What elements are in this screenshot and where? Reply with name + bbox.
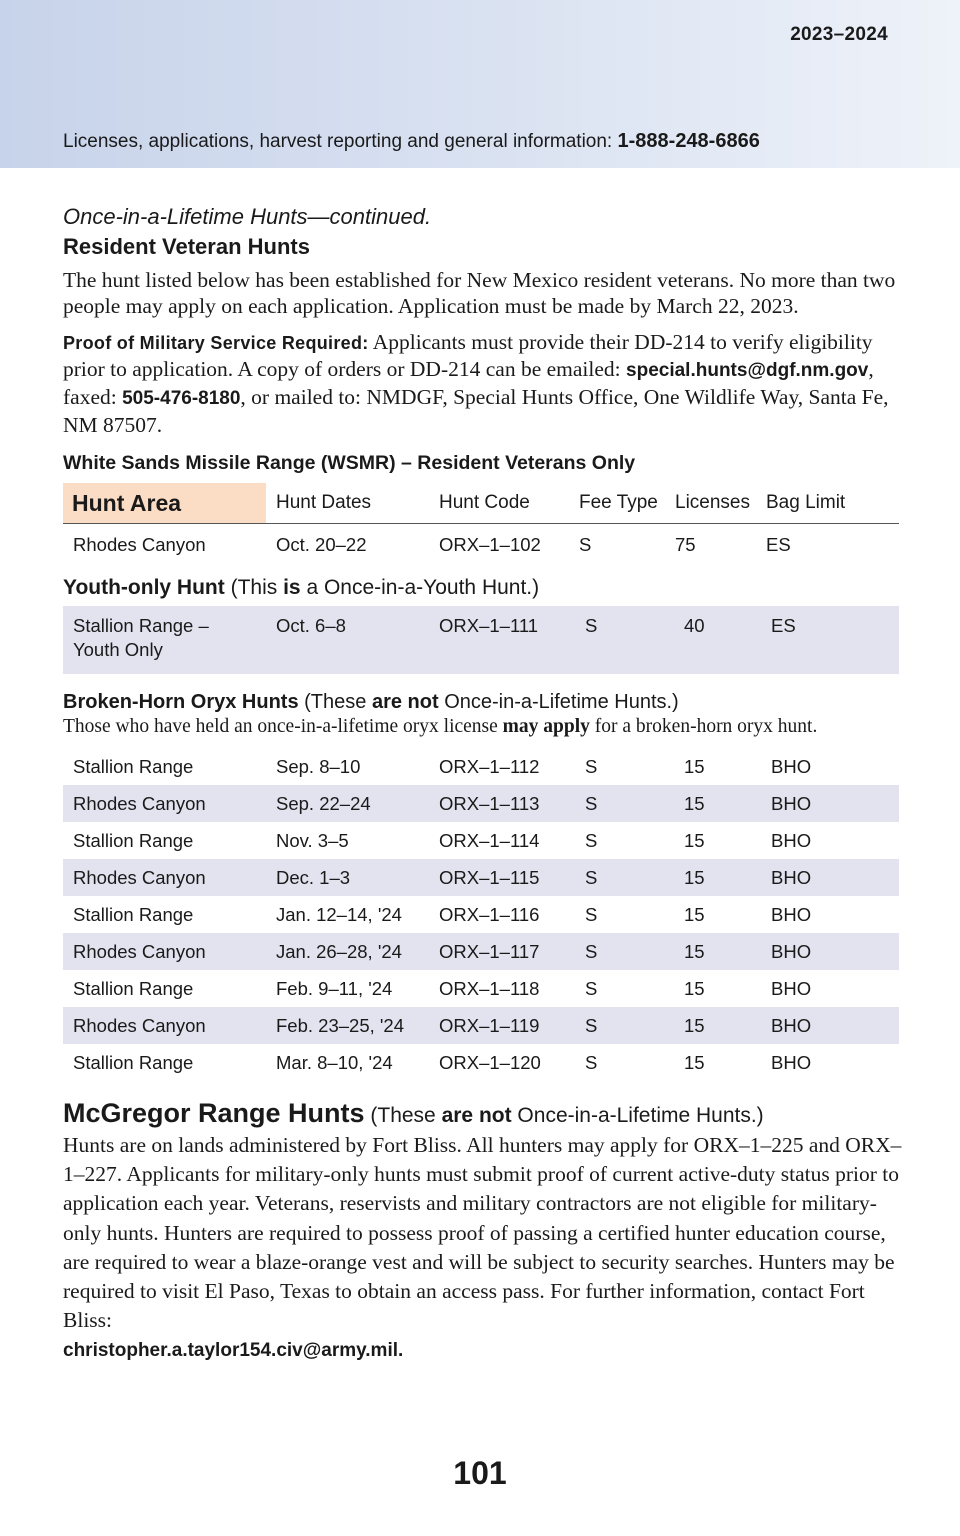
- mcgregor-title-pre: (These: [364, 1104, 442, 1127]
- cell-fee: S: [585, 755, 598, 777]
- table-row: [63, 748, 899, 785]
- cell-area: Stallion Range: [73, 755, 194, 777]
- proof-paragraph: [63, 329, 903, 438]
- header-licenses: Licenses: [665, 483, 756, 524]
- phone-number: 1-888-248-6866: [617, 130, 760, 152]
- table-row: [63, 606, 899, 674]
- youth-title-bold: Youth-only Hunt: [63, 576, 225, 599]
- table-header-row: [63, 483, 899, 524]
- cell-fee: S: [585, 792, 598, 814]
- cell-bag: ES: [766, 534, 791, 555]
- cell-licenses: 15: [684, 755, 705, 777]
- cell-code: ORX–1–118: [439, 977, 540, 999]
- bho-title-bold: Broken-Horn Oryx Hunts: [63, 691, 299, 713]
- cell-licenses: 15: [684, 1014, 705, 1036]
- cell-fee: S: [585, 615, 598, 636]
- cell-bag: BHO: [771, 792, 812, 814]
- mcgregor-body-text: Hunts are on lands administered by Fort Bliss. All hunters may apply for ORX–1–225 and ORX–1–227. Applicants for military-only hunts must submit proof of current active-duty status prior to application each year. Veterans, reservists and military contractors are not eligible for military-only hunts. Hunters are required to possess proof of passing a certified hunter education course, are required to wear a blaze-orange vest and will be subject to security searches. Hunters may be required to visit El Paso, Texas to obtain an access pass. For further information, contact Fort Bliss:: [63, 1133, 902, 1333]
- cell-dates: Jan. 12–14, '24: [276, 903, 402, 925]
- cell-fee: S: [585, 1014, 598, 1036]
- cell-code: ORX–1–111: [439, 615, 539, 636]
- cell-fee: S: [585, 940, 598, 962]
- cell-area: Stallion Range: [73, 977, 194, 999]
- mcgregor-title-bold: McGregor Range Hunts: [63, 1098, 365, 1128]
- bho-note-pre: Those who have held an once-in-a-lifetime oryx license: [63, 716, 503, 737]
- cell-bag: BHO: [771, 977, 812, 999]
- mcgregor-title: [63, 1098, 903, 1129]
- fort-bliss-email[interactable]: christopher.a.taylor154.civ@army.mil.: [63, 1340, 404, 1362]
- cell-fee: S: [585, 977, 598, 999]
- cell-bag: BHO: [771, 1014, 812, 1036]
- cell-licenses: 15: [684, 977, 705, 999]
- mcgregor-title-post: Once-in-a-Lifetime Hunts.): [511, 1104, 764, 1127]
- bho-title-pre: (These: [298, 691, 372, 713]
- cell-code: ORX–1–117: [439, 940, 540, 962]
- cell-bag: BHO: [771, 829, 812, 851]
- main-content: [63, 203, 903, 1366]
- cell-bag: ES: [771, 615, 796, 636]
- header-bag-limit: Bag Limit: [756, 483, 899, 524]
- broken-horn-title: [63, 691, 903, 714]
- wsmr-title: White Sands Missile Range (WSMR) – Resident Veterans Only: [63, 452, 636, 474]
- cell-licenses: 15: [684, 903, 705, 925]
- proof-label: Proof of Military Service Required:: [63, 333, 369, 353]
- cell-area: [63, 606, 266, 674]
- mcgregor-title-arenot: are not: [441, 1104, 512, 1127]
- youth-title-is: is: [283, 576, 301, 599]
- table-row: [63, 822, 899, 859]
- cell-area: Rhodes Canyon: [73, 534, 206, 555]
- season-year: 2023–2024: [790, 24, 888, 45]
- cell-code: ORX–1–102: [439, 534, 541, 555]
- cell-licenses: 15: [684, 866, 705, 888]
- veteran-heading: Resident Veteran Hunts: [63, 234, 310, 259]
- table-row: [63, 1044, 899, 1081]
- cell-bag: BHO: [771, 1051, 812, 1073]
- contact-label: Licenses, applications, harvest reporting and general information:: [63, 131, 613, 152]
- cell-area: Rhodes Canyon: [73, 940, 206, 962]
- cell-dates: Feb. 23–25, '24: [276, 1014, 404, 1036]
- cell-licenses: 40: [684, 615, 705, 636]
- cell-code: ORX–1–114: [439, 829, 540, 851]
- cell-code: ORX–1–120: [439, 1051, 541, 1073]
- cell-area: Stallion Range: [73, 903, 194, 925]
- page-number: 101: [453, 1455, 507, 1491]
- cell-licenses: 15: [684, 1051, 705, 1073]
- cell-area: Rhodes Canyon: [73, 866, 206, 888]
- table-row: [63, 970, 899, 1007]
- broken-horn-table: [63, 748, 899, 1081]
- youth-area-line2: Youth Only: [73, 639, 163, 660]
- veteran-hunt-table: [63, 483, 899, 564]
- cell-bag: BHO: [771, 903, 812, 925]
- cell-dates: Sep. 8–10: [276, 755, 361, 777]
- cell-dates: Oct. 6–8: [276, 615, 346, 636]
- bho-note-post: for a broken-horn oryx hunt.: [589, 716, 818, 737]
- cell-dates: Mar. 8–10, '24: [276, 1051, 393, 1073]
- cell-code: ORX–1–119: [439, 1014, 540, 1036]
- page-header: [0, 0, 960, 168]
- proof-text-3: , or mailed to: NMDGF, Special Hunts Office, One Wildlife Way, Santa Fe, NM 87507.: [63, 385, 889, 437]
- cell-area: Stallion Range: [73, 1051, 194, 1073]
- cell-area: Stallion Range: [73, 829, 194, 851]
- cell-area: Rhodes Canyon: [73, 1014, 206, 1036]
- header-fee-type: Fee Type: [569, 483, 665, 524]
- cell-dates: Oct. 20–22: [276, 534, 367, 555]
- cell-fee: S: [579, 534, 592, 555]
- cell-bag: BHO: [771, 755, 812, 777]
- broken-horn-rows: [63, 748, 899, 1081]
- cell-code: ORX–1–115: [439, 866, 540, 888]
- veteran-intro: The hunt listed below has been established for New Mexico resident veterans. No more than two people may apply on each application. Application must be made by March 22, 2023.: [63, 268, 896, 318]
- cell-licenses: 15: [684, 829, 705, 851]
- youth-area-line1: Stallion Range –: [73, 615, 209, 636]
- proof-text-2: , faxed:: [63, 357, 874, 409]
- broken-horn-note: [63, 716, 903, 738]
- cell-fee: S: [585, 829, 598, 851]
- header-hunt-code: Hunt Code: [429, 483, 569, 524]
- cell-code: ORX–1–116: [439, 903, 540, 925]
- cell-code: ORX–1–112: [439, 755, 540, 777]
- table-row: [63, 1007, 899, 1044]
- cell-fee: S: [585, 1051, 598, 1073]
- cell-dates: Feb. 9–11, '24: [276, 977, 393, 999]
- fax-number: 505-476-8180: [122, 388, 241, 409]
- continued-title: Once-in-a-Lifetime Hunts—continued.: [63, 204, 432, 229]
- table-row: [63, 524, 899, 565]
- cell-licenses: 75: [675, 534, 696, 555]
- cell-dates: Dec. 1–3: [276, 866, 351, 888]
- table-row: [63, 859, 899, 896]
- contact-line: [63, 130, 760, 153]
- bho-title-arenot: are not: [371, 691, 439, 713]
- proof-text-1: Applicants must provide their DD-214 to verify eligibility prior to application. A copy of orders or DD-214 can be emailed:: [63, 330, 873, 381]
- cell-bag: BHO: [771, 940, 812, 962]
- bho-title-post: Once-in-a-Lifetime Hunts.): [438, 691, 679, 713]
- table-row: [63, 785, 899, 822]
- cell-licenses: 15: [684, 940, 705, 962]
- youth-title: [63, 576, 903, 600]
- cell-fee: S: [585, 903, 598, 925]
- youth-title-post: a Once-in-a-Youth Hunt.): [300, 576, 540, 599]
- cell-bag: BHO: [771, 866, 812, 888]
- mcgregor-body: [63, 1131, 903, 1366]
- cell-fee: S: [585, 866, 598, 888]
- youth-hunt-table: [63, 606, 899, 674]
- cell-dates: Nov. 3–5: [276, 829, 349, 851]
- header-hunt-area: Hunt Area: [63, 483, 266, 524]
- cell-dates: Jan. 26–28, '24: [276, 940, 402, 962]
- cell-dates: Sep. 22–24: [276, 792, 371, 814]
- header-hunt-dates: Hunt Dates: [266, 483, 429, 524]
- cell-area: Rhodes Canyon: [73, 792, 206, 814]
- cell-licenses: 15: [684, 792, 705, 814]
- table-row: [63, 933, 899, 970]
- bho-note-bold: may apply: [502, 716, 590, 737]
- special-hunts-email[interactable]: special.hunts@dgf.nm.gov: [626, 360, 869, 381]
- youth-title-pre: (This: [224, 576, 284, 599]
- table-row: [63, 896, 899, 933]
- cell-code: ORX–1–113: [439, 792, 540, 814]
